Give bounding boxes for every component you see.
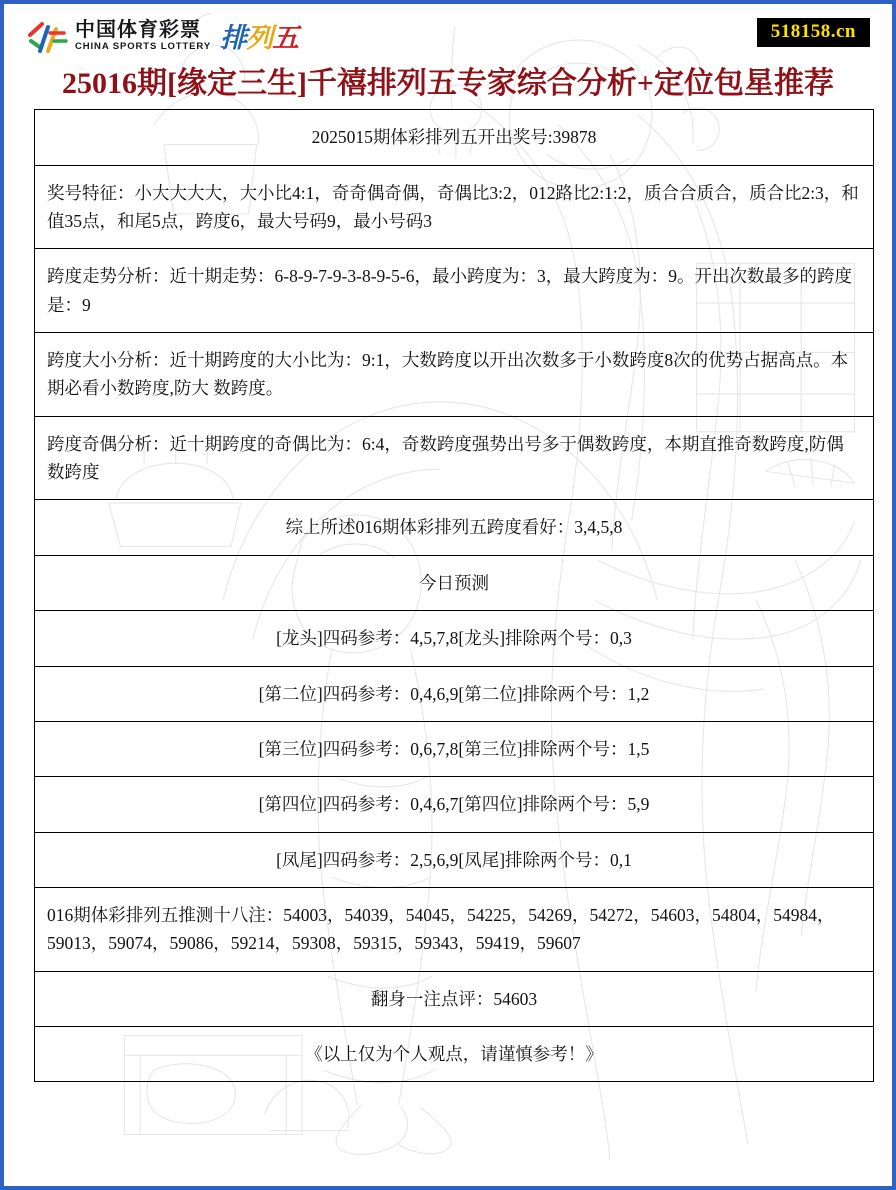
page-title: 25016期[缘定三生]千禧排列五专家综合分析+定位包星推荐 — [61, 67, 835, 100]
table-row — [35, 832, 874, 887]
draw-result-header: 2025015期体彩排列五开出奖号:39878 — [35, 110, 874, 165]
game-logo-char-1: 排 — [220, 22, 247, 54]
table-row — [35, 500, 874, 555]
game-logo-pailie5 — [220, 16, 298, 55]
today-forecast-heading: 今日预测 — [35, 555, 874, 610]
table-row — [35, 416, 874, 500]
site-domain-badge[interactable]: 518158.cn — [757, 18, 870, 47]
brand-name-en: CHINA SPORTS LOTTERY — [75, 40, 212, 52]
span-summary: 综上所述016期体彩排列五跨度看好：3,4,5,8 — [35, 500, 874, 555]
table-row — [35, 1026, 874, 1081]
brand-lockup — [28, 14, 876, 56]
brand-name-cn: 中国体育彩票 — [75, 16, 201, 41]
analysis-table-wrap — [6, 109, 890, 1082]
span-parity-analysis: 跨度奇偶分析：近十期跨度的奇偶比为：6:4，奇数跨度强势出号多于偶数跨度，本期直推奇数跨度,防偶数跨度 — [35, 416, 874, 500]
position-3: [第三位]四码参考：0,6,7,8[第三位]排除两个号：1,5 — [35, 721, 874, 776]
eighteen-bets: 016期体彩排列五推测十八注：54003，54039，54045，54225，54269，54272，54603，54804，54984，59013，59074，59086，59214，59308，59315，59343，59419，59607 — [35, 887, 874, 971]
disclaimer: 《以上仅为个人观点，请谨慎参考！》 — [35, 1026, 874, 1081]
game-logo-char-3: 五 — [272, 22, 299, 54]
page-content — [6, 6, 890, 1082]
page-inner — [4, 4, 892, 1186]
table-row — [35, 249, 874, 333]
position-5-phoenix-tail: [凤尾]四码参考：2,5,6,9[凤尾]排除两个号：0,1 — [35, 832, 874, 887]
sports-lottery-emblem-icon — [28, 17, 68, 53]
table-row — [35, 887, 874, 971]
prize-features: 奖号特征：小大大大大，大小比4:1，奇奇偶奇偶，奇偶比3:2，012路比2:1:2，质合合质合，质合比2:3，和值35点，和尾5点，跨度6，最大号码9，最小号码3 — [35, 165, 874, 249]
table-row — [35, 611, 874, 666]
table-row — [35, 333, 874, 417]
analysis-table — [34, 109, 874, 1082]
table-row — [35, 165, 874, 249]
span-size-analysis: 跨度大小分析：近十期跨度的大小比为：9:1，大数跨度以开出次数多于小数跨度8次的优势占据高点。本期必看小数跨度,防大 数跨度。 — [35, 333, 874, 417]
table-row — [35, 971, 874, 1026]
brand-text — [75, 16, 212, 52]
featured-single-bet: 翻身一注点评：54603 — [35, 971, 874, 1026]
table-row — [35, 666, 874, 721]
analysis-table-body — [35, 110, 874, 1082]
position-1-dragon-head: [龙头]四码参考：4,5,7,8[龙头]排除两个号：0,3 — [35, 611, 874, 666]
game-logo-char-2: 列 — [246, 22, 273, 54]
table-row — [35, 721, 874, 776]
position-2: [第二位]四码参考：0,4,6,9[第二位]排除两个号：1,2 — [35, 666, 874, 721]
table-row-draw-header — [35, 110, 874, 165]
span-trend-analysis: 跨度走势分析：近十期走势：6-8-9-7-9-3-8-9-5-6，最小跨度为：3，最大跨度为：9。开出次数最多的跨度是：9 — [35, 249, 874, 333]
table-row — [35, 555, 874, 610]
table-row — [35, 777, 874, 832]
position-4: [第四位]四码参考：0,4,6,7[第四位]排除两个号：5,9 — [35, 777, 874, 832]
site-header — [6, 6, 890, 64]
